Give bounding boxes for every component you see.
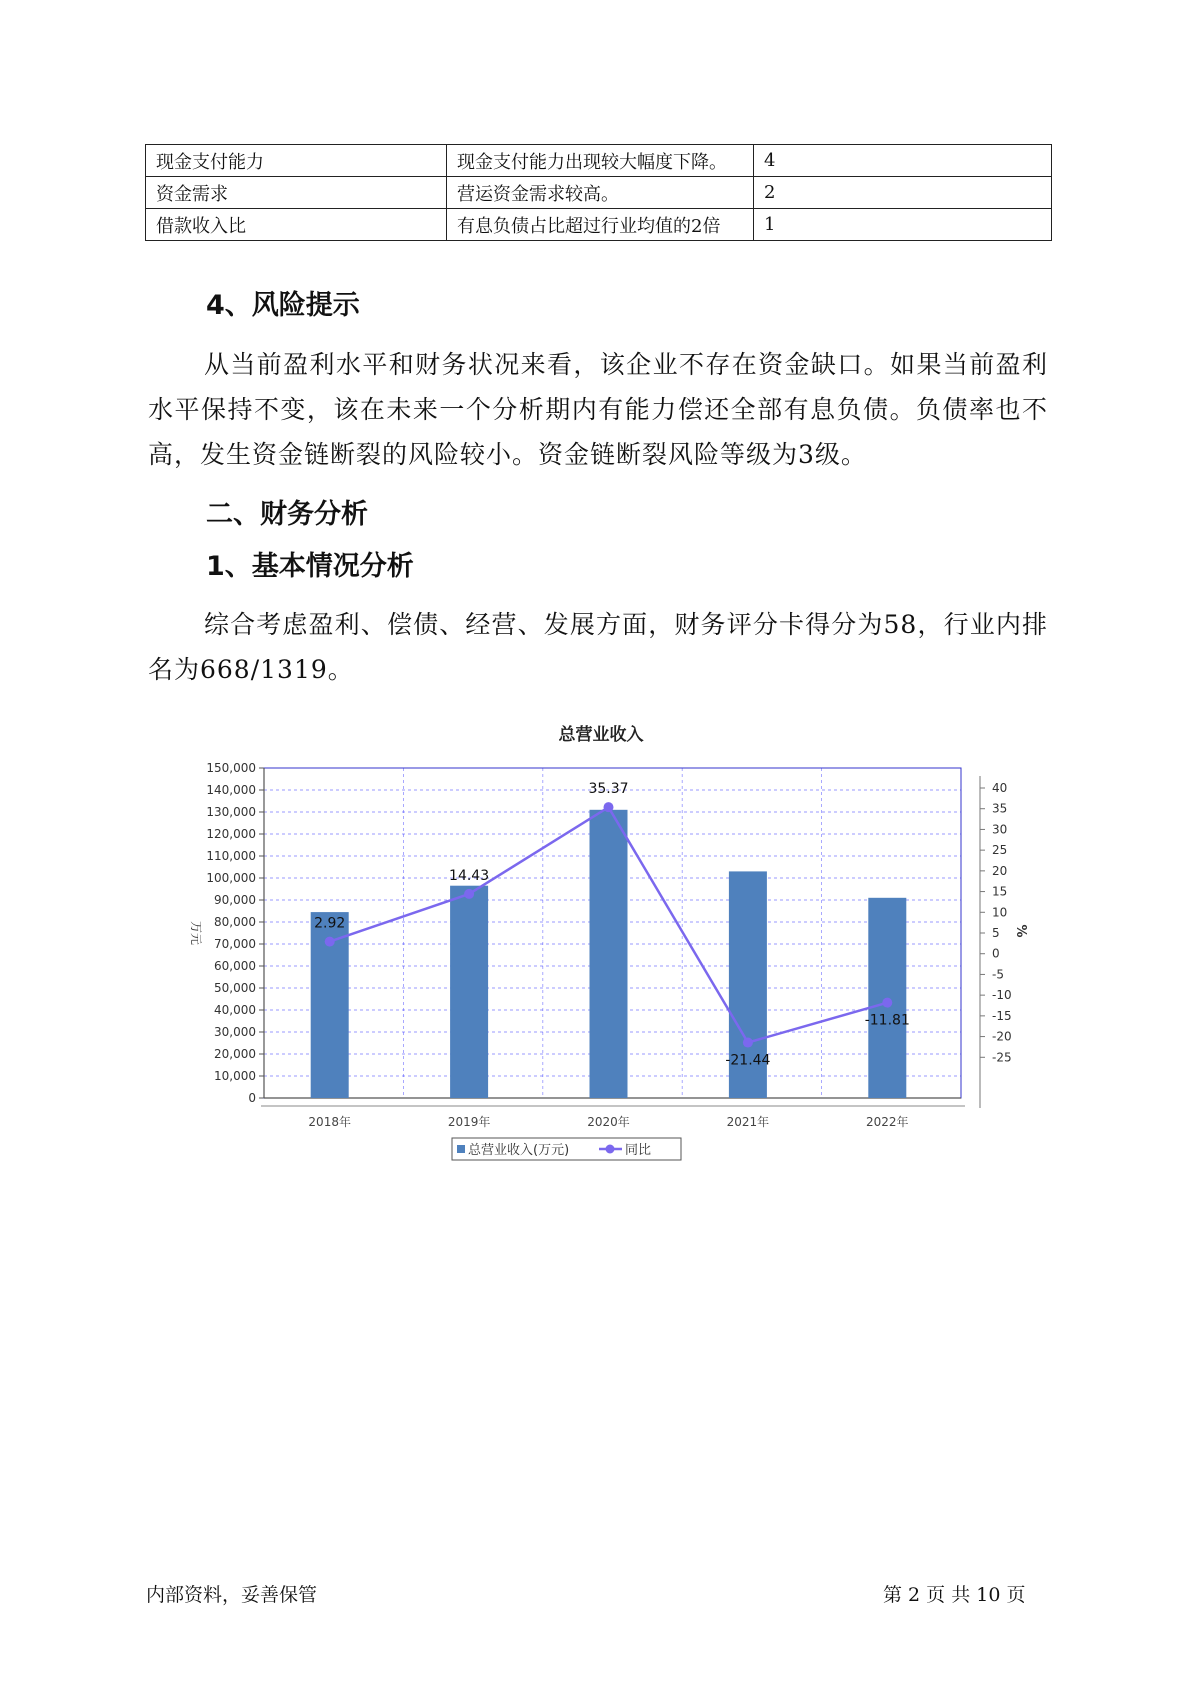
risk-score-cell: 4 (754, 145, 1052, 177)
y-tick-label: 150,000 (206, 761, 256, 775)
risk-item-cell: 借款收入比 (146, 209, 447, 241)
y-tick-label: 140,000 (206, 783, 256, 797)
y2-tick-label: 15 (992, 884, 1008, 899)
yoy-point (325, 937, 335, 947)
x-tick-label: 2020年 (587, 1115, 630, 1129)
risk-description-cell: 现金支付能力出现较大幅度下降。 (447, 145, 754, 177)
yoy-data-label: 2.92 (314, 915, 346, 932)
risk-description-cell: 有息负债占比超过行业均值的2倍 (447, 209, 754, 241)
revenue-chart (170, 718, 1028, 1188)
risk-score-cell: 1 (754, 209, 1052, 241)
yoy-data-label: 35.37 (588, 781, 629, 798)
revenue-bar (590, 810, 628, 1098)
risk-table-row (146, 145, 1052, 177)
legend-line-label: 同比 (625, 1143, 652, 1158)
y-tick-label: 20,000 (214, 1047, 256, 1061)
risk-table-row (146, 209, 1052, 241)
x-tick-label: 2022年 (866, 1115, 909, 1129)
risk-score-cell: 2 (754, 177, 1052, 209)
y2-tick-label: -15 (992, 1008, 1012, 1023)
yoy-data-label: -21.44 (725, 1052, 771, 1069)
y-axis-title: 万元 (189, 920, 203, 946)
basic-heading: 1、基本情况分析 (206, 551, 414, 582)
y-tick-label: 10,000 (214, 1069, 256, 1083)
risk-table-row (146, 177, 1052, 209)
yoy-data-label: 14.43 (449, 867, 490, 884)
legend-line-marker (606, 1145, 615, 1154)
legend-bar-swatch (457, 1145, 465, 1153)
y-tick-label: 100,000 (206, 871, 256, 885)
y-tick-label: 110,000 (206, 849, 256, 863)
risk-item-cell: 现金支付能力 (146, 145, 447, 177)
yoy-point (604, 802, 614, 812)
risk-description-cell: 营运资金需求较高。 (447, 177, 754, 209)
footer-page-number: 第 2 页 共 10 页 (883, 1584, 1026, 1606)
y-tick-label: 50,000 (214, 981, 256, 995)
y-tick-label: 30,000 (214, 1025, 256, 1039)
yoy-point (882, 998, 892, 1008)
x-tick-label: 2021年 (726, 1115, 770, 1129)
y-tick-label: 80,000 (214, 915, 256, 929)
y-tick-label: 130,000 (206, 805, 256, 819)
y2-tick-label: 35 (992, 801, 1008, 816)
footer-confidential: 内部资料，妥善保管 (146, 1584, 318, 1606)
y2-tick-label: 30 (992, 822, 1008, 837)
y-tick-label: 40,000 (214, 1003, 256, 1017)
revenue-bar (450, 886, 488, 1098)
y2-tick-label: -20 (992, 1029, 1012, 1044)
y2-tick-label: 0 (992, 946, 1000, 961)
y2-tick-label: -25 (992, 1050, 1012, 1065)
y-tick-label: 120,000 (206, 827, 256, 841)
yoy-data-label: -11.81 (864, 1012, 910, 1029)
y-tick-label: 90,000 (214, 893, 256, 907)
y2-tick-label: 5 (992, 926, 1000, 940)
risk-factor-table (145, 144, 1052, 241)
y2-axis-title: % (1013, 924, 1028, 938)
risk-heading: 4、风险提示 (206, 290, 360, 321)
y2-tick-label: 40 (992, 781, 1008, 795)
x-tick-label: 2019年 (447, 1115, 491, 1129)
legend-bar-label: 总营业收入(万元) (468, 1143, 570, 1158)
y2-tick-label: 20 (992, 863, 1008, 878)
y-tick-label: 70,000 (214, 937, 256, 951)
y2-tick-label: 10 (992, 905, 1008, 920)
y2-tick-label: 25 (992, 843, 1008, 858)
basic-paragraph: 综合考虑盈利、偿债、经营、发展方面，财务评分卡得分为58，行业内排名为668/1319。 (148, 610, 1048, 684)
chart-title: 总营业收入 (558, 725, 644, 745)
yoy-point (743, 1038, 753, 1048)
y2-tick-label: -5 (992, 967, 1004, 982)
y-tick-label: 60,000 (214, 959, 256, 973)
y2-tick-label: -10 (992, 988, 1012, 1003)
risk-item-cell: 资金需求 (146, 177, 447, 209)
x-tick-label: 2018年 (308, 1115, 351, 1129)
finance-heading: 二、财务分析 (206, 499, 368, 530)
yoy-point (464, 889, 474, 899)
y-tick-label: 0 (248, 1091, 256, 1105)
risk-paragraph: 从当前盈利水平和财务状况来看，该企业不存在资金缺口。如果当前盈利水平保持不变，该在未来一个分析期内有能力偿还全部有息负债。负债率也不高，发生资金链断裂的风险较小。资金链断裂风险等级为3级。 (148, 350, 1048, 469)
